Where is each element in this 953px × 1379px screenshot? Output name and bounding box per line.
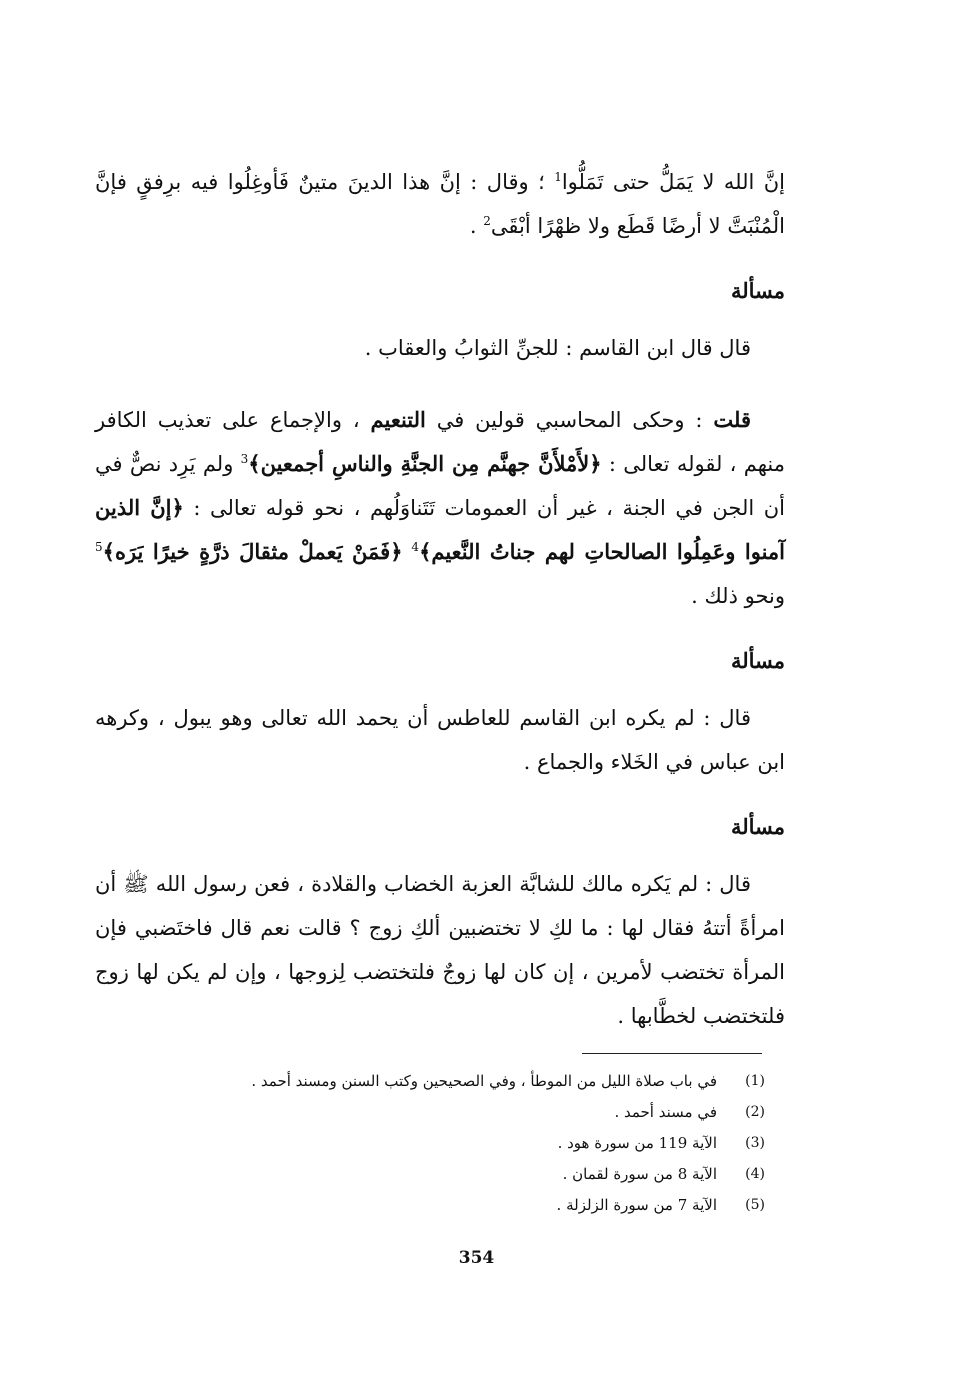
footnote-text: في باب صلاة الليل من الموطأ ، وفي الصحيحين وكتب السنن ومسند أحمد . [251,1072,717,1090]
footnote-marker: 1 [554,170,562,184]
paragraph [95,398,785,618]
bold-text: قلت [713,407,751,432]
page-number: 354 [458,1248,495,1268]
bold-text: ﴿إنَّ الذين آمنوا وعَمِلُوا الصالحاتِ لهم جناتُ النَّعيم﴾ [95,495,785,564]
footnote-item [150,1159,765,1190]
footnotes [150,1066,765,1221]
body-text: قال : لم يكره ابن القاسم للعاطس أن يحمد الله تعالى وهو يبول ، وكرهه ابن عباس في الخَلاء والجماع . [95,706,785,774]
footnote-item [150,1066,765,1097]
footnote-number: (5) [745,1197,765,1213]
section-heading: مسألة [730,278,785,303]
footnote-text: الآية 119 من سورة هود . [557,1134,717,1152]
footnote-number: (4) [745,1166,765,1182]
body-text: ولم يَرِد نصٌّ في أن الجن في الجنة ، غير أن العمومات تَتَناوَلُهم ، نحو قوله تعالى : [95,452,785,520]
footnote-text: الآية 7 من سورة الزلزلة . [556,1196,717,1214]
footnote-marker: 3 [240,452,249,466]
body-text: ، والإجماع على تعذيب الكافر منهم ، لقوله تعالى : [95,408,786,476]
footnote-marker: 4 [411,540,420,554]
paragraph [95,326,785,370]
body-text: ونحو ذلك . [691,584,785,608]
section-heading: مسألة [730,648,785,673]
main-text [95,160,785,1066]
body-text: . [469,214,484,238]
paragraph [95,862,785,1038]
paragraph [95,696,785,784]
footnote-item [150,1128,765,1159]
footnote-number: (3) [745,1135,765,1151]
footnote-marker: 5 [95,540,103,554]
paragraph [95,160,785,248]
body-text: إنَّ الله لا يَمَلُّ حتى تَمَلُّوا [561,170,785,194]
section-heading: مسألة [730,814,785,839]
footnote-number: (1) [745,1073,765,1089]
footnote-item [150,1097,765,1128]
bold-text: ﴿فَمَنْ يَعملْ مثقالَ ذرَّةٍ خيرًا يَرَه﴾ [102,539,403,564]
body-text: ؛ وقال : إنَّ هذا الدينَ متينٌ فَأوغِلُوا فيه برِفقٍ فإنَّ الْمُنْبَتَّ لا أرضًا قَطَع ولا ظهْرًا أبْقَى [95,170,785,238]
footnote-text: في مسند أحمد . [614,1103,717,1121]
footnote-marker: 2 [483,214,491,228]
body-text: قال قال ابن القاسم : للجنِّ الثوابُ والعقاب . [364,336,751,360]
bold-text: التنعيم [370,407,426,432]
footnote-divider [582,1053,762,1054]
footnote-number: (2) [745,1104,765,1120]
footnote-item [150,1190,765,1221]
footnote-text: الآية 8 من سورة لقمان . [562,1165,717,1183]
body-text: قال : لم يَكره مالك للشابَّة العزبة الخضاب والقلادة ، فعن رسول الله ﷺ أن امرأةً أتتهُ فقال لها : ما لكِ لا تختضبين ألكِ زوج ؟ قالت نعم قال فاختَضبي فإن المرأة تختضب لأمرين ، إن كان لها زوجٌ فلتختضب لِزوجها ، وإن لم يكن لها زوج فلتختضب لخطَّابها . [95,872,785,1028]
body-text: : وحكى المحاسبي قولين في [425,408,714,432]
bold-text: ﴿لأَمْلأَنَّ جهنَّم مِن الجنَّةِ والناسِ أجمعين﴾ [248,451,602,476]
